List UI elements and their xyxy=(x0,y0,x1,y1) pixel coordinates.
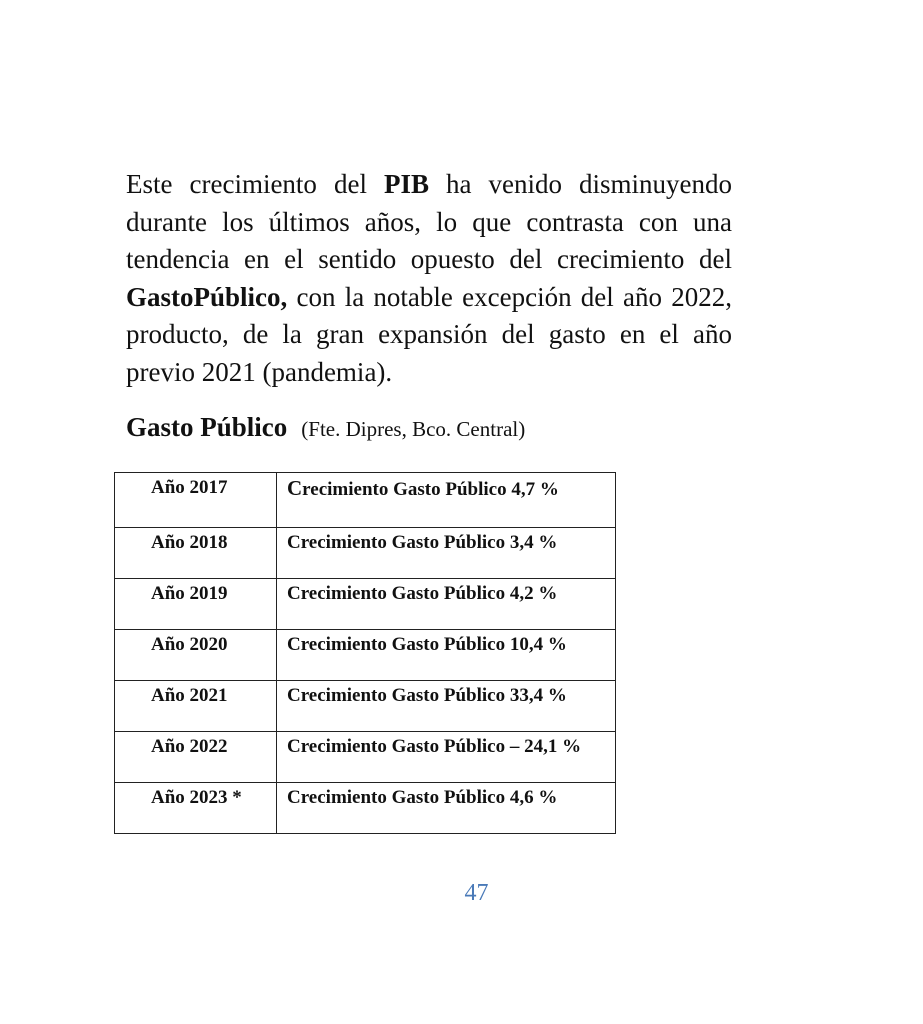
growth-cell: Crecimiento Gasto Público 3,4 % xyxy=(277,528,616,579)
paragraph-bold-pib: PIB xyxy=(383,169,429,199)
table-row xyxy=(115,732,616,783)
growth-cell: Crecimiento Gasto Público 33,4 % xyxy=(277,681,616,732)
paragraph-bold-gasto-publico: GastoPúblico, xyxy=(126,281,288,312)
year-cell: Año 2022 xyxy=(115,732,277,783)
table-row xyxy=(115,630,616,681)
year-cell: Año 2020 xyxy=(115,630,277,681)
paragraph-text-1: Este crecimiento del xyxy=(126,169,384,199)
paragraph-text-3: con la notable excepción del año 2022, producto, de la gran expansión del gasto en el año previo 2021 (pandemia). xyxy=(126,281,732,387)
table-row xyxy=(115,681,616,732)
table-row xyxy=(115,579,616,630)
year-cell: Año 2021 xyxy=(115,681,277,732)
section-source: (Fte. Dipres, Bco. Central) xyxy=(301,417,526,441)
growth-cell-initial: C xyxy=(287,476,303,500)
growth-cell xyxy=(277,473,616,528)
table-row xyxy=(115,473,616,528)
section-title: Gasto Público xyxy=(126,412,288,442)
table-row xyxy=(115,783,616,834)
year-cell: Año 2023 * xyxy=(115,783,277,834)
growth-cell: Crecimiento Gasto Público 4,6 % xyxy=(277,783,616,834)
paragraph-text-2: ha venido disminuyendo durante los últimos años, lo que contrasta con una tendencia en el sentido opuesto del crecimiento del xyxy=(126,169,733,274)
body-paragraph xyxy=(126,166,732,391)
growth-cell: Crecimiento Gasto Público – 24,1 % xyxy=(277,732,616,783)
year-cell: Año 2018 xyxy=(115,528,277,579)
page-number: 47 xyxy=(464,880,489,906)
year-cell: Año 2017 xyxy=(115,473,277,528)
growth-cell-rest: recimiento Gasto Público 4,7 % xyxy=(302,479,559,500)
section-heading xyxy=(126,412,525,443)
table-row xyxy=(115,528,616,579)
gasto-publico-table xyxy=(114,472,616,834)
growth-cell: Crecimiento Gasto Público 4,2 % xyxy=(277,579,616,630)
growth-cell: Crecimiento Gasto Público 10,4 % xyxy=(277,630,616,681)
year-cell: Año 2019 xyxy=(115,579,277,630)
